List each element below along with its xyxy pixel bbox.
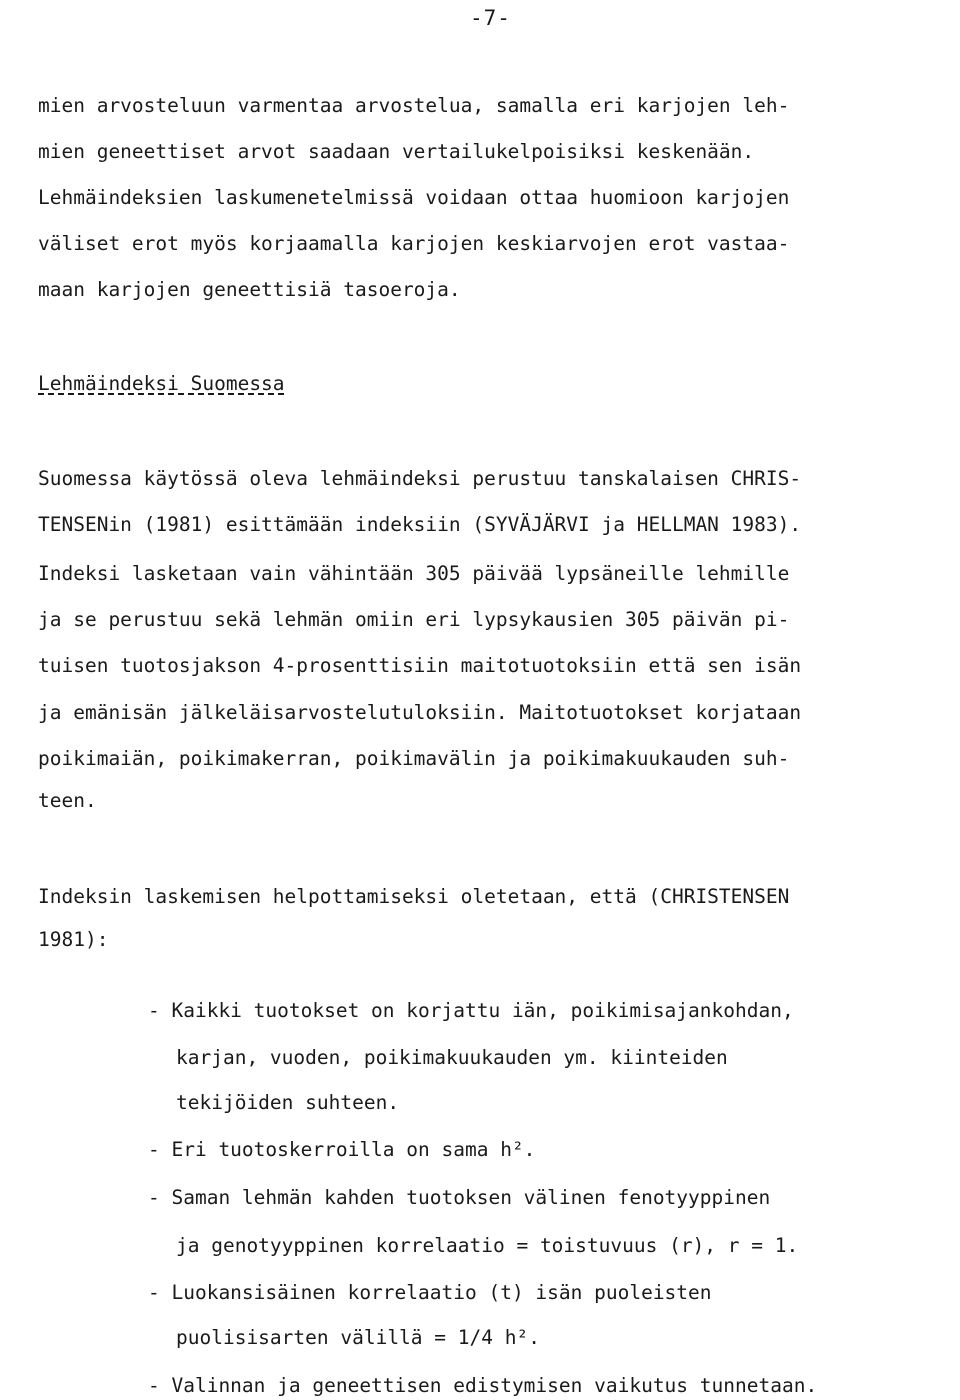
paragraph-line: ja se perustuu sekä lehmän omiin eri lypsykausien 305 päivän pi- (38, 608, 790, 631)
list-item: - Saman lehmän kahden tuotoksen välinen fenotyyppinen (148, 1186, 771, 1209)
paragraph-line: Indeksin laskemisen helpottamiseksi oletetaan, että (CHRISTENSEN (38, 885, 790, 908)
paragraph-line: poikimaiän, poikimakerran, poikimavälin ja poikimakuukauden suh- (38, 747, 790, 770)
paragraph-line: TENSENin (1981) esittämään indeksiin (SYVÄJÄRVI ja HELLMAN 1983). (38, 513, 802, 536)
list-item-continuation: puolisisarten välillä = 1/4 h². (176, 1326, 540, 1349)
paragraph-line: Suomessa käytössä oleva lehmäindeksi perustuu tanskalaisen CHRIS- (38, 467, 802, 490)
paragraph-line: tuisen tuotosjakson 4-prosenttisiin maitotuotoksiin että sen isän (38, 654, 802, 677)
paragraph-line: väliset erot myös korjaamalla karjojen keskiarvojen erot vastaa- (38, 232, 790, 255)
paragraph-line: 1981): (38, 928, 109, 951)
list-item-continuation: ja genotyyppinen korrelaatio = toistuvuus (r), r = 1. (176, 1234, 799, 1257)
list-item: - Valinnan ja geneettisen edistymisen vaikutus tunnetaan. (148, 1374, 818, 1397)
page-number: -7- (470, 6, 511, 30)
paragraph-line: teen. (38, 789, 97, 812)
paragraph-line: mien arvosteluun varmentaa arvostelua, samalla eri karjojen leh- (38, 94, 790, 117)
paragraph-line: Lehmäindeksien laskumenetelmissä voidaan ottaa huomioon karjojen (38, 186, 790, 209)
section-heading: Lehmäindeksi Suomessa (38, 372, 285, 395)
list-item-continuation: tekijöiden suhteen. (176, 1091, 400, 1114)
paragraph-line: mien geneettiset arvot saadaan vertailukelpoisiksi keskenään. (38, 140, 755, 163)
paragraph-line: Indeksi lasketaan vain vähintään 305 päivää lypsäneille lehmille (38, 562, 790, 585)
list-item: - Kaikki tuotokset on korjattu iän, poikimisajankohdan, (148, 999, 794, 1022)
list-item: - Luokansisäinen korrelaatio (t) isän puoleisten (148, 1281, 712, 1304)
list-item-continuation: karjan, vuoden, poikimakuukauden ym. kiinteiden (176, 1046, 728, 1069)
paragraph-line: maan karjojen geneettisiä tasoeroja. (38, 278, 461, 301)
list-item: - Eri tuotoskerroilla on sama h². (148, 1138, 536, 1161)
paragraph-line: ja emänisän jälkeläisarvostelutuloksiin. Maitotuotokset korjataan (38, 701, 802, 724)
